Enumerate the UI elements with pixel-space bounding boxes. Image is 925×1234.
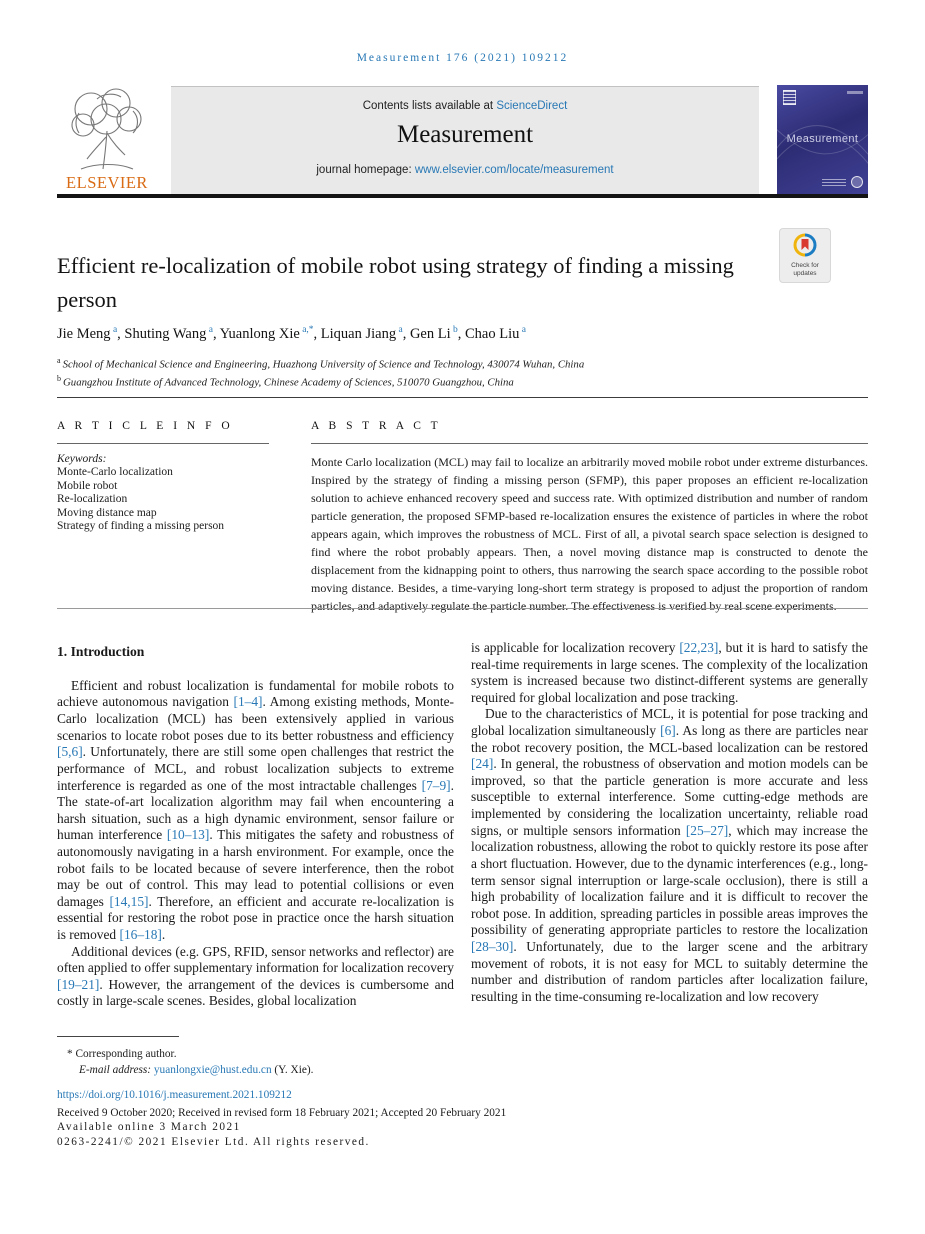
body-paragraph: Efficient and robust localization is fundamental for mobile robots to achieve autonomous navigation [1–4]. Among existing methods, Monte-Carlo localization (MCL) has been extensively applied in various scenarios to locate robot poses due to its better robustness and efficiency [5,6]. Unfortunately, there are still some open challenges that restrict the performance of MCL, and robust localization subjects to extreme interference is regarded as one of the most intractable challenges [7–9]. The state-of-art localization algorithm may fail when encountering a harsh situation, such as a high dynamic environment, sensor failure or human interference [10–13]. This mitigates the safety and robustness of autonomously navigating in a harsh environment. For example, once the robot fails to be located because of severe interference, then the robot may be out of control. This may lead to potential collisions or even damages [14,15]. Therefore, an efficient and accurate re-localization is essential for restoring the robot pose in practice once the harsh situation is removed [16–18]. bbox=[57, 677, 454, 942]
body-left-column bbox=[57, 640, 454, 1010]
article-info-rule bbox=[57, 443, 269, 444]
abstract-text: Monte Carlo localization (MCL) may fail to localize an arbitrarily moved mobile robot under extreme disturbances. Inspired by the strategy of finding a missing person (SFMP), this paper proposes an efficient re-localization solution to achieve enhanced recovery speed and success rate. With optimized distribution and number of random particle generation, the proposed SFMP-based re-localization ensures the existence of particles in where the robot appears again, which improves the robustness of MCL. First of all, a pivotal search space selection is designed to find where the robot probably appears. Then, a novel moving distance map is constructed to denote the displacement from the kidnapping point to others, thus narrowing the search space according to the possible robot moving distance. Besides, a time-varying long-short term strategy is proposed to adjust the proportion of random particles, and adaptively regulate the particle number. The effectiveness is verified by real scene experiments. bbox=[311, 455, 868, 613]
author-superscript[interactable]: a bbox=[519, 325, 526, 335]
citation-ref[interactable]: [7–9] bbox=[421, 777, 451, 793]
abstract-rule bbox=[311, 443, 868, 444]
badge-text-line1: Check for bbox=[791, 262, 819, 269]
author-name: Chao Liu bbox=[464, 325, 520, 342]
homepage-line bbox=[171, 164, 759, 176]
section-heading-introduction: 1. Introduction bbox=[57, 644, 145, 659]
header-divider-bar bbox=[57, 194, 868, 198]
citation-ref[interactable]: [6] bbox=[660, 723, 676, 739]
author-superscript[interactable]: b bbox=[450, 325, 458, 335]
available-online-line: Available online 3 March 2021 bbox=[57, 1121, 241, 1134]
info-abstract-section bbox=[57, 420, 868, 615]
copyright-line: 0263-2241/© 2021 Elsevier Ltd. All rights reserved. bbox=[57, 1136, 370, 1149]
author-name: Shuting Wang bbox=[124, 325, 207, 342]
contents-prefix: Contents lists available at bbox=[362, 100, 497, 112]
keywords-label: Keywords: bbox=[57, 453, 107, 465]
body-paragraph: Due to the characteristics of MCL, it is potential for pose tracking and global localization simultaneously [6]. As long as there are particles near the robot recovery position, the MCL-based localization can be restored [24]. In general, the robustness of observation and motion models can be improved, so that the particle generation is more accurate and less susceptible to external interference. Some cutting-edge methods are implemented by considering the localization uncertainty, reliable road signs, or multiple sensors information [25–27], which may increase the localization robustness, allowing the robot to quickly restore its pose after a short fluctuation. However, due to the dynamic interferences (e.g., long-term sensor signal interruption or large-scale occlusion), there is still a high probability of localization failure and it is difficult to recover the robot pose. In addition, spreading particles in possible areas improves the possibility of generating appropriate particles to restore the localization [28–30]. Unfortunately, due to the larger scene and the arbitrary movement of robots, it is not easy for MCL to suitably determine the number and distribution of random particles after localization failure, resulting in the time-consuming re-localization and low recovery bbox=[471, 706, 869, 1004]
email-label: E-mail address: bbox=[79, 1064, 152, 1077]
sciencedirect-link[interactable]: ScienceDirect bbox=[496, 100, 568, 112]
article-info-column bbox=[57, 420, 269, 615]
journal-cover-thumbnail[interactable] bbox=[777, 85, 868, 194]
email-note bbox=[57, 1062, 487, 1078]
keyword-item: Monte-Carlo localization bbox=[57, 466, 173, 478]
journal-title: Measurement bbox=[396, 121, 534, 148]
affiliation-row: $^b$ Guangzhou Institute of Advanced Technology, Chinese Academy of Sciences, 510070 Guangzhou, China bbox=[57, 373, 514, 389]
journal-header bbox=[57, 85, 868, 198]
contents-line bbox=[171, 100, 759, 112]
author-superscript[interactable]: a bbox=[206, 325, 213, 335]
affiliation-row: $^a$ School of Mechanical Science and Engineering, Huazhong University of Science and Technology, 430074 Wuhan, China bbox=[57, 356, 585, 371]
affiliation-list bbox=[57, 355, 817, 391]
body-paragraph: is applicable for localization recovery [22,23], but it is hard to satisfy the real-time requirements in large scenes. The complexity of the localization system is increased because two distinct-different systems are generally required for global localization and pose tracking. bbox=[471, 640, 868, 705]
crossmark-icon bbox=[793, 233, 817, 257]
abstract-column bbox=[311, 420, 868, 615]
citation-ref[interactable]: [22,23] bbox=[679, 640, 719, 655]
journal-banner bbox=[171, 86, 759, 195]
body-text bbox=[57, 640, 868, 1010]
footnote-block bbox=[57, 1036, 487, 1079]
homepage-prefix: journal homepage: bbox=[316, 164, 415, 176]
author-name: Liquan Jiang bbox=[320, 325, 397, 342]
author-name: Gen Li bbox=[409, 325, 451, 342]
author-name: Yuanlong Xie bbox=[219, 325, 300, 342]
citation-ref[interactable]: [1–4] bbox=[233, 694, 263, 710]
elsevier-tree-icon bbox=[61, 85, 153, 171]
citation-ref[interactable]: [14,15] bbox=[109, 893, 149, 909]
cover-title: Measurement bbox=[786, 133, 859, 145]
badge-text-line2: updates bbox=[793, 270, 817, 278]
keyword-item: Re-localization bbox=[57, 493, 128, 506]
cover-globe-icon bbox=[851, 176, 863, 188]
article-info-heading: A R T I C L E I N F O bbox=[57, 420, 234, 432]
body-right-column bbox=[471, 640, 868, 1010]
footnote-rule bbox=[57, 1036, 179, 1037]
email-link[interactable]: yuanlongxie@hust.edu.cn bbox=[153, 1064, 272, 1077]
email-suffix: (Y. Xie). bbox=[271, 1064, 314, 1077]
doi-link[interactable]: https://doi.org/10.1016/j.measurement.2021.109212 bbox=[57, 1089, 292, 1101]
citation-ref[interactable]: [25–27] bbox=[685, 822, 729, 838]
cover-issue-text bbox=[847, 91, 863, 94]
body-paragraph: Additional devices (e.g. GPS, RFID, sensor networks and reflector) are often applied to offer supplementary information for localization recovery [19–21]. However, the arrangement of the devices is cumbersome and costly in large-scale scenes. Besides, global localization bbox=[57, 943, 454, 1009]
homepage-link[interactable]: www.elsevier.com/locate/measurement bbox=[414, 164, 614, 176]
divider-rule-top bbox=[57, 397, 868, 398]
keyword-item: Mobile robot bbox=[57, 479, 118, 492]
citation-ref[interactable]: [16–18] bbox=[119, 926, 162, 942]
received-dates-line: Received 9 October 2020; Received in revised form 18 February 2021; Accepted 20 February 2021 bbox=[57, 1106, 507, 1119]
author-superscript[interactable]: a bbox=[396, 325, 403, 335]
journal-citation[interactable]: Measurement 176 (2021) 109212 bbox=[356, 52, 569, 64]
article-title: Efficient re-localization of mobile robot using strategy of finding a missing person bbox=[57, 253, 734, 312]
citation-ref[interactable]: [28–30] bbox=[471, 938, 514, 954]
citation-ref[interactable]: [10–13] bbox=[166, 827, 210, 843]
keywords-list bbox=[57, 466, 269, 534]
divider-rule-bottom bbox=[57, 608, 868, 609]
keyword-item: Strategy of finding a missing person bbox=[57, 520, 225, 533]
footnote-star: * bbox=[67, 1048, 73, 1060]
cover-crest-icon bbox=[783, 90, 796, 105]
publication-info-block bbox=[57, 1088, 697, 1150]
elsevier-wordmark: ELSEVIER bbox=[66, 173, 148, 192]
abstract-heading: A B S T R A C T bbox=[311, 420, 442, 432]
keyword-item: Moving distance map bbox=[57, 506, 157, 519]
corresponding-author-note: * Corresponding author. bbox=[67, 1048, 177, 1060]
author-name: Jie Meng bbox=[57, 325, 111, 342]
cover-publisher-text bbox=[822, 179, 846, 186]
check-for-updates-badge[interactable] bbox=[779, 228, 831, 283]
citation-ref[interactable]: [19–21] bbox=[57, 976, 100, 992]
author-list: Jie Meng $^a$, Shuting Wang $^a$, Yuanlong Xie $^{a,*}$, Liquan Jiang $^a$, Gen Li $^b$, Chao Liu $^a$ bbox=[57, 325, 526, 342]
author-superscript[interactable]: a bbox=[110, 325, 118, 335]
citation-ref[interactable]: [24] bbox=[471, 756, 494, 772]
author-superscript[interactable]: a,* bbox=[299, 325, 314, 335]
citation-ref[interactable]: [5,6] bbox=[57, 744, 83, 760]
elsevier-logo bbox=[57, 85, 157, 195]
